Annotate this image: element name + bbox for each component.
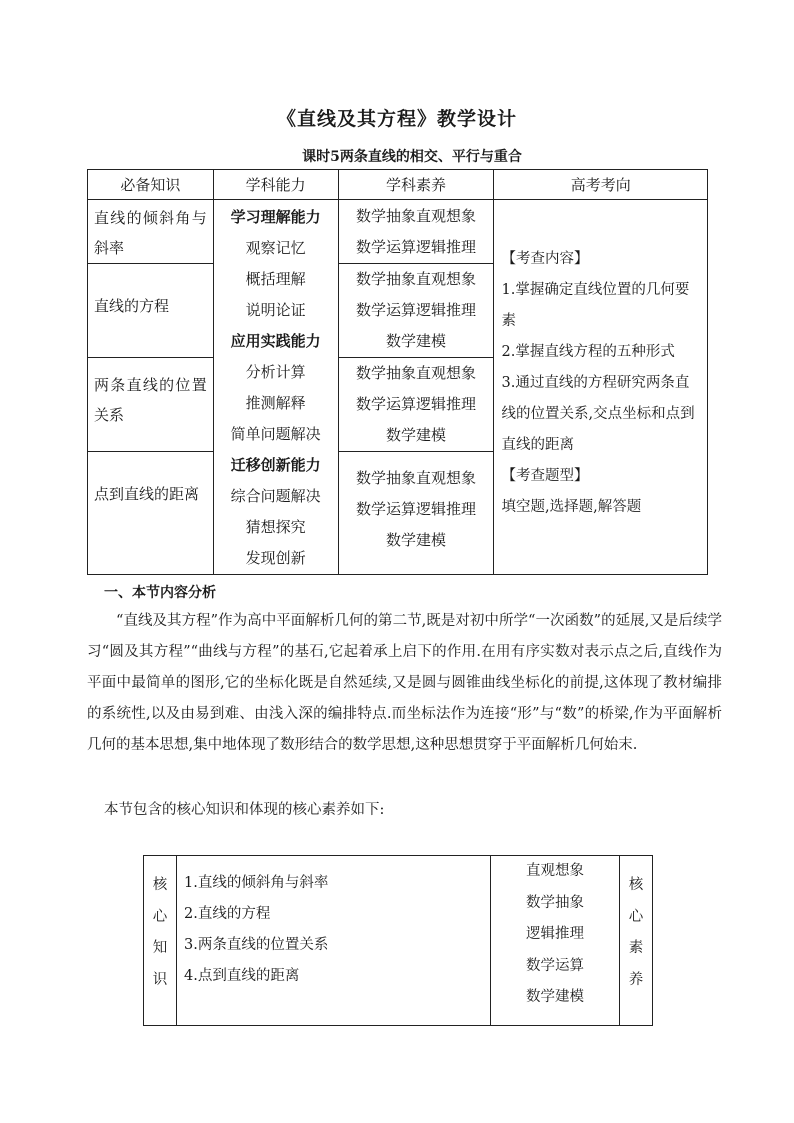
overview-table [87, 169, 708, 575]
page-title: 《直线及其方程》教学设计 [276, 108, 517, 130]
core-knowledge-list [177, 856, 491, 1026]
knowledge-cell: 两条直线的位置关系 [88, 358, 214, 452]
table-row [144, 856, 653, 1026]
ability-item: 迁移创新能力 [230, 456, 321, 474]
core-literacy-label [620, 856, 653, 1026]
label-char: 核 [628, 877, 644, 893]
list-item: 数学建模 [526, 989, 584, 1005]
literacy-line: 数学建模 [386, 531, 447, 549]
section-heading: 一、本节内容分析 [104, 585, 216, 601]
list-item: 1.直线的倾斜角与斜率 [184, 875, 329, 891]
knowledge-cell: 直线的方程 [88, 264, 214, 358]
knowledge-cell: 点到直线的距离 [88, 452, 214, 575]
header-cell: 高考考向 [494, 170, 708, 200]
ability-item: 猜想探究 [245, 518, 306, 536]
abilities-cell [213, 200, 338, 575]
exam-trend-cell [494, 200, 708, 575]
label-char: 素 [628, 940, 644, 956]
list-item: 2.直线的方程 [184, 906, 271, 922]
ability-item: 简单问题解决 [230, 425, 321, 443]
literacy-cell [338, 264, 494, 358]
label-char: 核 [152, 877, 168, 893]
ability-item: 应用实践能力 [230, 332, 321, 350]
literacy-cell [338, 200, 494, 264]
literacy-line: 数学运算逻辑推理 [356, 395, 477, 413]
exam-content-item: 2.掌握直线方程的五种形式 [501, 344, 675, 360]
ability-item: 推测解释 [245, 394, 306, 412]
exam-content-item: 3.通过直线的方程研究两条直线的位置关系,交点坐标和点到直线的距离 [501, 375, 695, 453]
ability-item: 学习理解能力 [230, 208, 321, 226]
label-char: 识 [152, 971, 168, 988]
list-item: 4.点到直线的距离 [184, 968, 300, 984]
exam-content-item: 1.掌握确定直线位置的几何要素 [501, 282, 690, 329]
literacy-line: 数学抽象直观想象 [356, 469, 477, 487]
literacy-cell [338, 452, 494, 575]
core-table [143, 855, 653, 1026]
lesson-subtitle: 课时5两条直线的相交、平行与重合 [302, 149, 522, 165]
header-cell: 学科素养 [338, 170, 494, 200]
list-item: 数学运算 [526, 957, 584, 974]
list-item: 数学抽象 [526, 894, 584, 911]
label-char: 心 [152, 908, 168, 925]
header-cell: 必备知识 [88, 170, 214, 200]
label-char: 知 [152, 940, 168, 956]
ability-item: 概括理解 [245, 270, 306, 288]
literacy-line: 数学抽象直观想象 [356, 207, 477, 225]
knowledge-cell: 直线的倾斜角与斜率 [88, 200, 214, 264]
header-cell: 学科能力 [213, 170, 338, 200]
ability-item: 说明论证 [245, 301, 306, 319]
literacy-line: 数学建模 [386, 332, 447, 350]
intro-paragraph: 本节包含的核心知识和体现的核心素养如下: [104, 802, 385, 818]
exam-content-heading: 【考查内容】 [501, 251, 589, 267]
label-char: 心 [628, 908, 644, 925]
analysis-paragraph: “直线及其方程”作为高中平面解析几何的第二节,既是对初中所学“一次函数”的延展,又是后续学习“圆及其方程”“曲线与方程”的基石,它起着承上启下的作用.在用有序实数对表示点之后,直线作为平面中最简单的图形,它的坐标化既是自然延续,又是圆与圆锥曲线坐标化的前提,这体现了教材编排的系统性,以及由易到难、由浅入深的编排特点.而坐标法作为连接“形”与“数”的桥梁,作为平面解析几何的基本思想,集中地体现了数形结合的数学思想,这种思想贯穿于平面解析几何始末. [87, 613, 722, 753]
literacy-line: 数学抽象直观想象 [356, 270, 477, 288]
overview-header-row [88, 170, 708, 200]
table-row [88, 200, 708, 264]
exam-types-heading: 【考查题型】 [501, 468, 589, 484]
literacy-line: 数学运算逻辑推理 [356, 500, 477, 518]
list-item: 直观想象 [526, 863, 584, 879]
literacy-line: 数学抽象直观想象 [356, 364, 477, 382]
core-literacy-list [491, 856, 620, 1026]
literacy-cell [338, 358, 494, 452]
label-char: 养 [628, 971, 644, 988]
list-item: 3.两条直线的位置关系 [184, 937, 329, 953]
ability-item: 分析计算 [245, 363, 306, 381]
literacy-line: 数学运算逻辑推理 [356, 301, 477, 319]
ability-item: 综合问题解决 [230, 487, 321, 505]
ability-item: 发现创新 [245, 549, 306, 567]
core-knowledge-label [144, 856, 177, 1026]
literacy-line: 数学运算逻辑推理 [356, 238, 477, 256]
ability-item: 观察记忆 [245, 239, 306, 257]
literacy-line: 数学建模 [386, 426, 447, 444]
list-item: 逻辑推理 [526, 926, 584, 942]
exam-types: 填空题,选择题,解答题 [501, 499, 642, 515]
